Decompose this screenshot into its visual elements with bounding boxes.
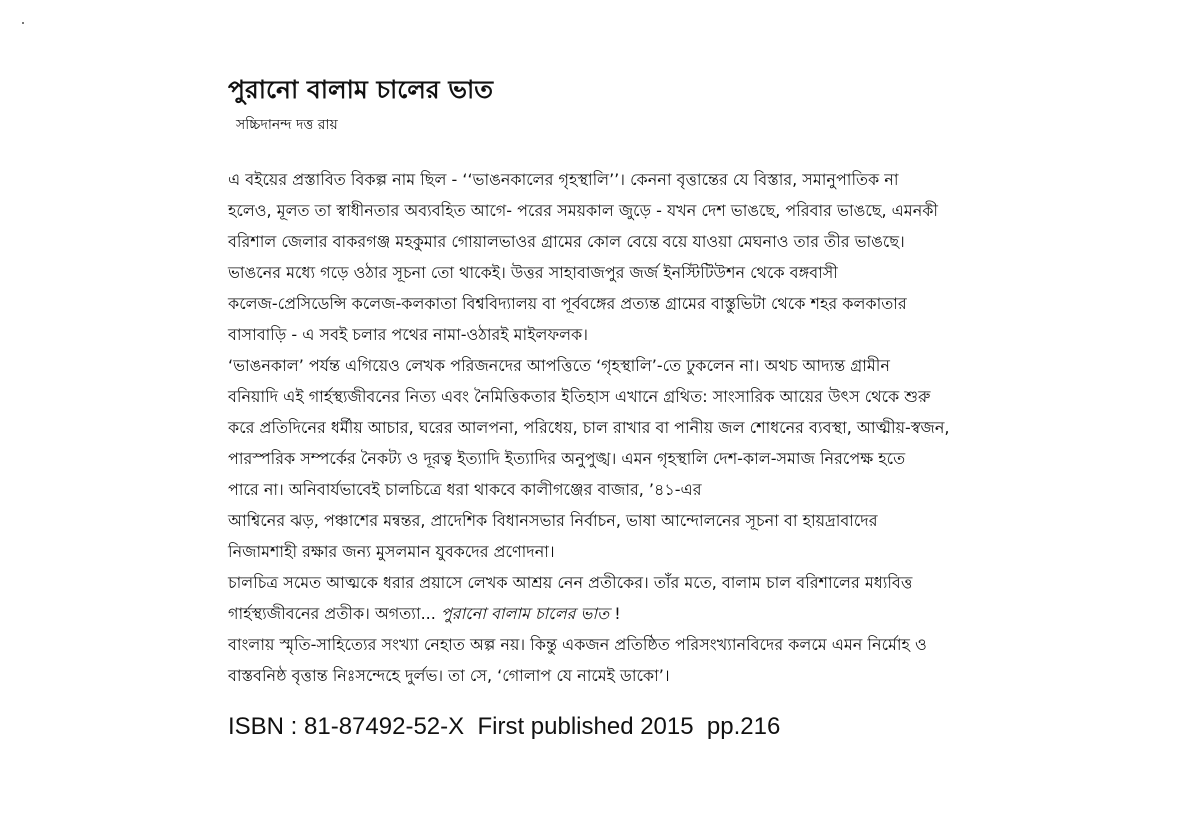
text-line: আশ্বিনের ঝড়, পঞ্চাশের মন্বন্তর, প্রাদেশিক বিধানসভার নির্বাচন, ভাষা আন্দোলনের সূচনা বা হায়দ্রাবাদের xyxy=(228,511,878,530)
text-line: বাস্তবনিষ্ঠ বৃত্তান্ত নিঃসন্দেহে দুর্লভ। তা সে, ‘গোলাপ যে নামেই ডাকো’। xyxy=(228,666,670,685)
isbn-publication-info: ISBN : 81-87492-52-X First published 2015 pp.216 xyxy=(228,713,781,740)
text-line-with-title xyxy=(228,598,1108,629)
text-line: এ বইয়ের প্রস্তাবিত বিকল্প নাম ছিল - ‘‘ভাঙনকালের গৃহস্থালি’’। কেননা বৃত্তান্তের যে বিস্তার, সমানুপাতিক না xyxy=(228,170,899,189)
text-line: বাসাবাড়ি - এ সবই চলার পথের নামা-ওঠারই মাইলফলক। xyxy=(228,325,588,344)
book-title: পুরানো বালাম চালের ভাত xyxy=(228,75,494,104)
book-description xyxy=(228,164,1108,691)
text-line: চালচিত্র সমেত আত্মকে ধরার প্রয়াসে লেখক আশ্রয় নেন প্রতীকের। তাঁর মতে, বালাম চাল বরিশালের মধ্যবিত্ত xyxy=(228,573,913,592)
text-line-lead: গার্হস্থ্যজীবনের প্রতীক। অগত্যা... xyxy=(228,604,441,623)
text-line: কলেজ-প্রেসিডেন্সি কলেজ-কলকাতা বিশ্ববিদ্যালয় বা পূর্ববঙ্গের প্রত্যন্ত গ্রামের বাস্তুভিটা থেকে শহর কলকাতার xyxy=(228,294,907,313)
text-line: পারস্পরিক সম্পর্কের নৈকট্য ও দূরত্ব ইত্যাদি ইত্যাদির অনুপুঙ্খ। এমন গৃহস্থালি দেশ-কাল-সমাজ নিরপেক্ষ হতে xyxy=(228,449,906,468)
text-line: করে প্রতিদিনের ধর্মীয় আচার, ঘরের আলপনা, পরিধেয়, চাল রাখার বা পানীয় জল শোধনের ব্যবস্থা, আত্মীয়-স্বজন, xyxy=(228,418,950,437)
text-line: পারে না। অনিবার্যভাবেই চালচিত্রে ধরা থাকবে কালীগঞ্জের বাজার, ’৪১-এর xyxy=(228,480,702,499)
book-author: সচ্চিদানন্দ দত্ত রায় xyxy=(236,117,338,133)
text-line: বরিশাল জেলার বাকরগঞ্জ মহকুমার গোয়ালভাওর গ্রামের কোল বেয়ে বয়ে যাওয়া মেঘনাও তার তীর ভাঙছে। xyxy=(228,232,905,251)
text-line: ভাঙনের মধ্যে গড়ে ওঠার সূচনা তো থাকেই। উত্তর সাহাবাজপুর জর্জ ইনস্টিটিউশন থেকে বঙ্গবাসী xyxy=(228,263,838,282)
text-line: হলেও, মূলত তা স্বাধীনতার অব্যবহিত আগে- পরের সময়কাল জুড়ে - যখন দেশ ভাঙছে, পরিবার ভাঙছে, এমনকী xyxy=(228,201,939,220)
italic-book-title: পুরানো বালাম চালের ভাত xyxy=(440,604,610,623)
text-line: বনিয়াদি এই গার্হস্থ্যজীবনের নিত্য এবং নৈমিত্তিকতার ইতিহাস এখানে গ্রথিত: সাংসারিক আয়ের উৎস থেকে শুরু xyxy=(228,387,931,406)
text-line: ‘ভাঙনকাল’ পর্যন্ত এগিয়েও লেখক পরিজনদের আপত্তিতে ‘গৃহস্থালি’-তে ঢুকলেন না। অথচ আদ্যন্ত গ্রামীন xyxy=(228,356,890,375)
text-line: নিজামশাহী রক্ষার জন্য মুসলমান যুবকদের প্রণোদনা। xyxy=(228,542,555,561)
text-line-tail: ! xyxy=(609,604,621,623)
text-line: বাংলায় স্মৃতি-সাহিত্যের সংখ্যা নেহাত অল্প নয়। কিন্তু একজন প্রতিষ্ঠিত পরিসংখ্যানবিদের কলমে এমন নির্মোহ ও xyxy=(228,635,927,654)
corner-mark xyxy=(22,22,24,24)
